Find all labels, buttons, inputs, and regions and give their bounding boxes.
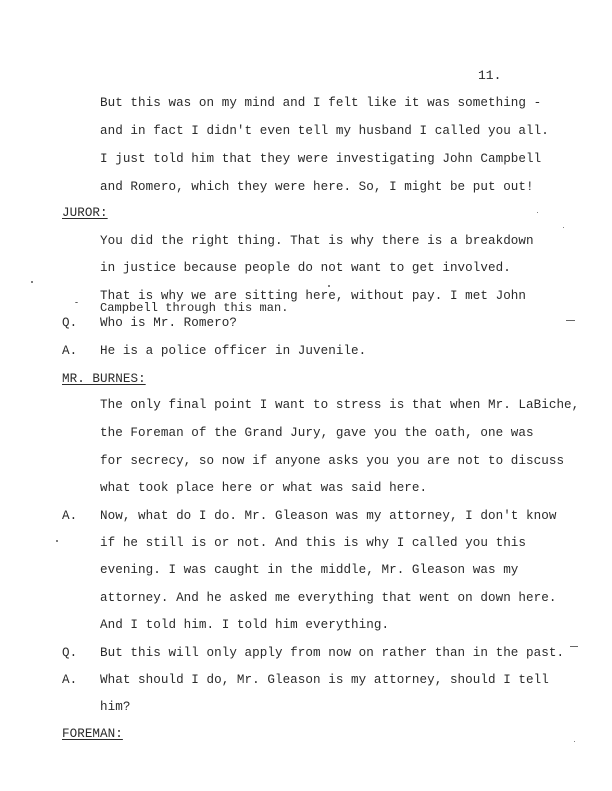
scan-speck [75, 302, 78, 303]
page-number: 11. [478, 68, 502, 83]
text-line: him? [100, 700, 131, 714]
text-line: the Foreman of the Grand Jury, gave you the oath, one was [100, 426, 534, 440]
answer-text: What should I do, Mr. Gleason is my attorney, should I tell [100, 673, 549, 687]
text-line: and in fact I didn't even tell my husband I called you all. [100, 124, 549, 138]
text-line: You did the right thing. That is why there is a breakdown [100, 234, 534, 248]
question-text: Who is Mr. Romero? [100, 316, 237, 330]
answer-label: A. [62, 673, 78, 687]
text-line: attorney. And he asked me everything that went on down here. [100, 591, 557, 605]
speaker-label-juror: JUROR: [62, 206, 108, 220]
speaker-label-foreman: FOREMAN: [62, 727, 123, 741]
scan-mark [570, 646, 578, 647]
question-text: But this will only apply from now on rather than in the past. [100, 646, 565, 660]
text-line: But this was on my mind and I felt like it was something - [100, 96, 542, 110]
answer-label: A. [62, 344, 78, 358]
text-line: And I told him. I told him everything. [100, 618, 390, 632]
scan-speck [56, 540, 58, 542]
speaker-label-burnes: MR. BURNES: [62, 372, 146, 386]
text-line: in justice because people do not want to get involved. [100, 261, 511, 275]
scan-speck [328, 285, 330, 287]
answer-text: He is a police officer in Juvenile. [100, 344, 367, 358]
text-line: I just told him that they were investigating John Campbell [100, 152, 542, 166]
text-line: for secrecy, so now if anyone asks you you are not to discuss [100, 454, 565, 468]
text-line: evening. I was caught in the middle, Mr. Gleason was my [100, 563, 519, 577]
answer-label: A. [62, 509, 78, 523]
text-line: what took place here or what was said here. [100, 481, 428, 495]
text-line: Campbell through this man. [100, 301, 289, 315]
question-label: Q. [62, 316, 78, 330]
answer-text: Now, what do I do. Mr. Gleason was my attorney, I don't know [100, 509, 557, 523]
scan-speck [31, 281, 33, 283]
text-line: if he still is or not. And this is why I called you this [100, 536, 527, 550]
scan-speck [574, 741, 575, 742]
question-label: Q. [62, 646, 78, 660]
scan-speck [537, 212, 538, 213]
scan-mark [566, 320, 575, 321]
text-line: That is why we are sitting here, without pay. I met John [100, 289, 527, 303]
text-line: The only final point I want to stress is that when Mr. LaBiche, [100, 398, 580, 412]
scan-speck [563, 227, 564, 228]
text-line: and Romero, which they were here. So, I might be put out! [100, 180, 534, 194]
